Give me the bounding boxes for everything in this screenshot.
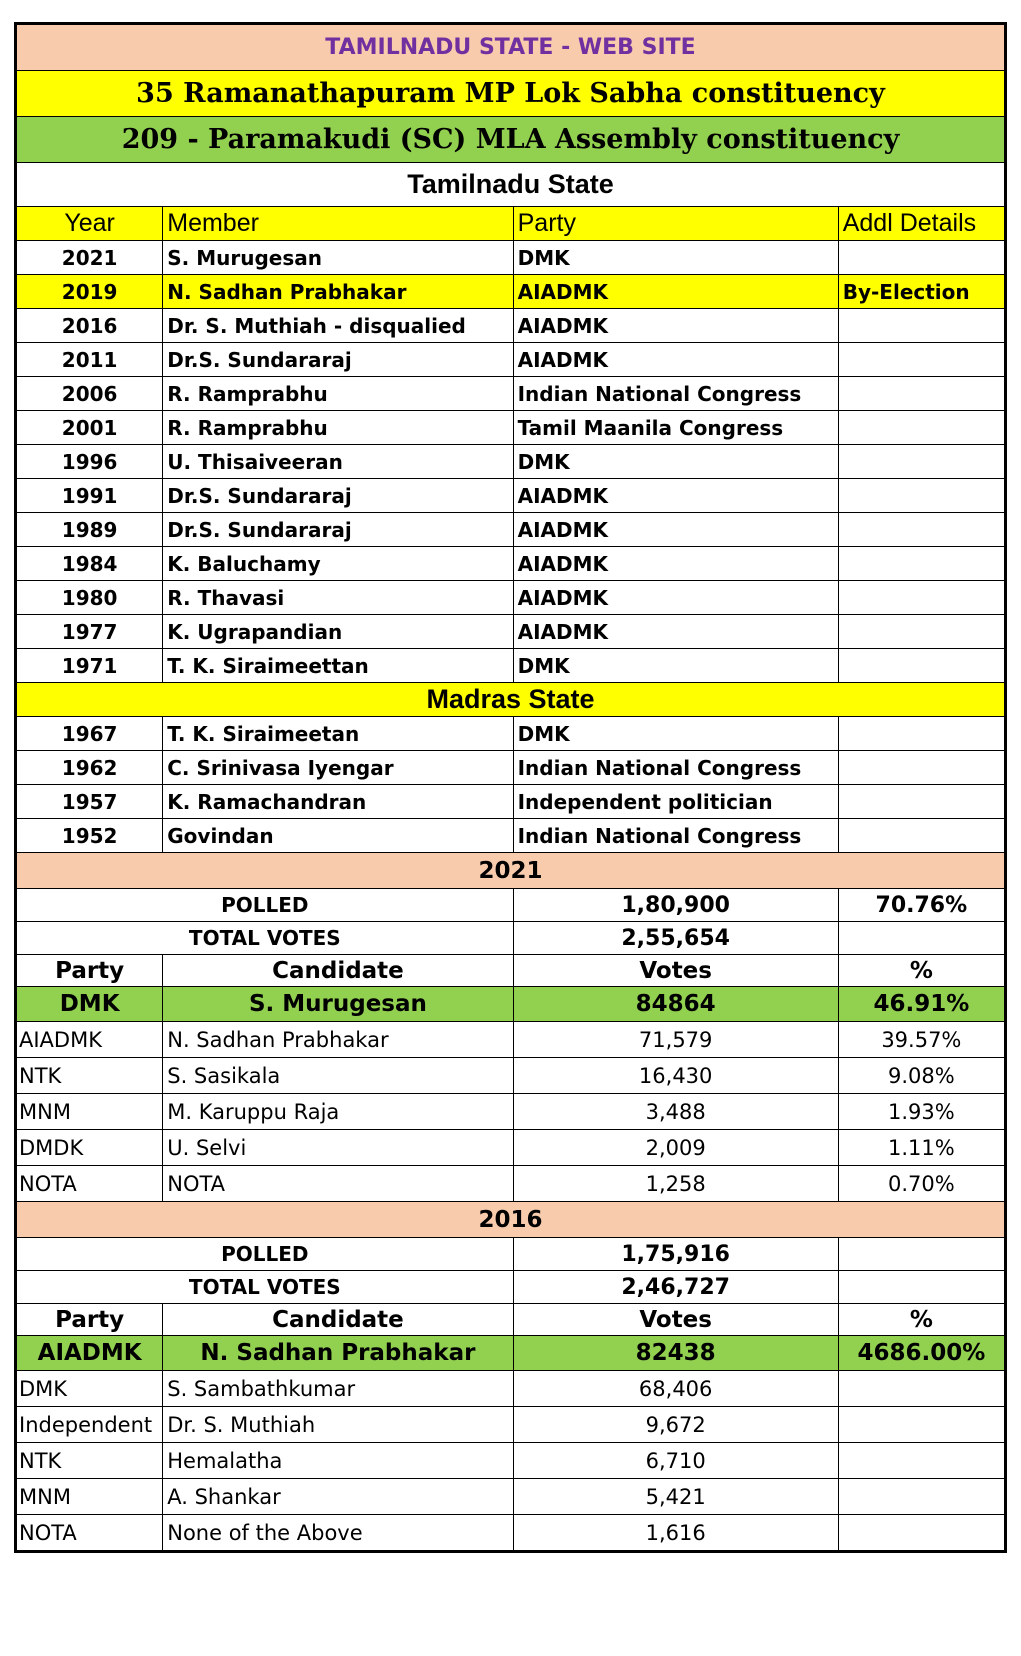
member-party: AIADMK [513,343,838,377]
result-votes: 71,579 [513,1022,838,1058]
member-party: Indian National Congress [513,377,838,411]
election-year-row [17,1202,1005,1238]
member-year: 2021 [17,241,163,275]
member-addl-details [838,241,1004,275]
member-name: R. Ramprabhu [163,411,513,445]
winner-votes: 84864 [513,987,838,1022]
member-addl-details [838,649,1004,683]
result-row [17,1443,1005,1479]
result-candidate: S. Sambathkumar [163,1371,513,1407]
result-candidate: Hemalatha [163,1443,513,1479]
member-year: 1980 [17,581,163,615]
result-votes: 6,710 [513,1443,838,1479]
result-percent [838,1515,1004,1551]
member-addl-details [838,751,1004,785]
member-addl-details [838,411,1004,445]
result-candidate: M. Karuppu Raja [163,1094,513,1130]
member-year: 2006 [17,377,163,411]
empty-cell [838,922,1004,955]
total-votes-value: 2,55,654 [513,922,838,955]
member-year: 2019 [17,275,163,309]
site-title: TAMILNADU STATE - WEB SITE [17,25,1005,71]
madras-state-heading: Madras State [17,683,1005,717]
constituency-table [16,24,1005,1551]
member-year: 1977 [17,615,163,649]
polled-label: POLLED [17,889,514,922]
result-votes: 9,672 [513,1407,838,1443]
result-candidate: N. Sadhan Prabhakar [163,1022,513,1058]
member-party: DMK [513,241,838,275]
result-votes: 1,258 [513,1166,838,1202]
member-party: DMK [513,445,838,479]
result-party: Independent [17,1407,163,1443]
total-votes-label: TOTAL VOTES [17,1271,514,1304]
result-votes: 16,430 [513,1058,838,1094]
member-name: C. Srinivasa Iyengar [163,751,513,785]
result-votes: 5,421 [513,1479,838,1515]
result-party: NTK [17,1058,163,1094]
year-header: Year [17,207,163,241]
result-candidate: U. Selvi [163,1130,513,1166]
result-header-row [17,955,1005,987]
member-year: 1962 [17,751,163,785]
result-party: NOTA [17,1515,163,1551]
winner-percent: 4686.00% [838,1336,1004,1371]
member-row [17,411,1005,445]
member-year: 2011 [17,343,163,377]
result-percent: 1.93% [838,1094,1004,1130]
member-year: 2016 [17,309,163,343]
member-row [17,751,1005,785]
result-header-row [17,1304,1005,1336]
member-name: Govindan [163,819,513,853]
winner-candidate: S. Murugesan [163,987,513,1022]
party-header: Party [513,207,838,241]
member-party: AIADMK [513,309,838,343]
election-year-heading: 2016 [17,1202,1005,1238]
winner-percent: 46.91% [838,987,1004,1022]
total-votes-value: 2,46,727 [513,1271,838,1304]
member-addl-details [838,513,1004,547]
constituency-sheet [14,22,1007,1553]
member-row [17,785,1005,819]
member-name: Dr.S. Sundararaj [163,479,513,513]
result-row [17,1022,1005,1058]
party-column-header: Party [17,1304,163,1336]
member-name: N. Sadhan Prabhakar [163,275,513,309]
member-year: 1967 [17,717,163,751]
madras-state-row [17,683,1005,717]
addl-details-header: Addl Details [838,207,1004,241]
member-year: 1989 [17,513,163,547]
polled-row [17,889,1005,922]
result-row [17,1479,1005,1515]
result-votes: 68,406 [513,1371,838,1407]
total-votes-row [17,922,1005,955]
member-header: Member [163,207,513,241]
member-row [17,445,1005,479]
member-name: U. Thisaiveeran [163,445,513,479]
member-row [17,717,1005,751]
member-name: S. Murugesan [163,241,513,275]
member-party: DMK [513,717,838,751]
member-row [17,309,1005,343]
polled-row [17,1238,1005,1271]
winner-row [17,987,1005,1022]
result-percent: 9.08% [838,1058,1004,1094]
member-year: 2001 [17,411,163,445]
member-name: Dr. S. Muthiah - disqualied [163,309,513,343]
result-percent [838,1407,1004,1443]
percent-column-header: % [838,1304,1004,1336]
mp-constituency-title: 35 Ramanathapuram MP Lok Sabha constituency [17,71,1005,117]
election-year-row [17,853,1005,889]
member-row [17,343,1005,377]
result-votes: 1,616 [513,1515,838,1551]
result-row [17,1515,1005,1551]
empty-cell [838,1271,1004,1304]
member-addl-details [838,309,1004,343]
member-row [17,241,1005,275]
result-candidate: None of the Above [163,1515,513,1551]
member-row [17,547,1005,581]
result-row [17,1094,1005,1130]
result-percent: 0.70% [838,1166,1004,1202]
polled-value: 1,80,900 [513,889,838,922]
member-name: Dr.S. Sundararaj [163,513,513,547]
member-row [17,275,1005,309]
winner-party: DMK [17,987,163,1022]
member-party: DMK [513,649,838,683]
member-addl-details [838,479,1004,513]
member-row [17,513,1005,547]
votes-column-header: Votes [513,1304,838,1336]
member-addl-details [838,717,1004,751]
member-party: AIADMK [513,275,838,309]
result-party: NTK [17,1443,163,1479]
party-column-header: Party [17,955,163,987]
member-row [17,377,1005,411]
member-year: 1984 [17,547,163,581]
member-row [17,615,1005,649]
result-party: AIADMK [17,1022,163,1058]
result-row [17,1166,1005,1202]
members-header-row [17,207,1005,241]
result-percent [838,1443,1004,1479]
result-party: MNM [17,1094,163,1130]
member-year: 1971 [17,649,163,683]
result-party: DMK [17,1371,163,1407]
result-votes: 2,009 [513,1130,838,1166]
result-party: NOTA [17,1166,163,1202]
winner-votes: 82438 [513,1336,838,1371]
mla-constituency-title: 209 - Paramakudi (SC) MLA Assembly constituency [17,117,1005,163]
member-addl-details [838,445,1004,479]
member-party: AIADMK [513,479,838,513]
member-addl-details [838,581,1004,615]
votes-column-header: Votes [513,955,838,987]
tamilnadu-state-heading: Tamilnadu State [17,163,1005,207]
result-party: MNM [17,1479,163,1515]
member-name: R. Thavasi [163,581,513,615]
member-party: Indian National Congress [513,751,838,785]
member-addl-details [838,615,1004,649]
candidate-column-header: Candidate [163,955,513,987]
polled-percent: 70.76% [838,889,1004,922]
result-candidate: S. Sasikala [163,1058,513,1094]
result-party: DMDK [17,1130,163,1166]
member-party: AIADMK [513,513,838,547]
candidate-column-header: Candidate [163,1304,513,1336]
result-votes: 3,488 [513,1094,838,1130]
result-percent [838,1479,1004,1515]
member-year: 1952 [17,819,163,853]
member-party: Indian National Congress [513,819,838,853]
winner-candidate: N. Sadhan Prabhakar [163,1336,513,1371]
winner-row [17,1336,1005,1371]
polled-percent [838,1238,1004,1271]
result-percent: 1.11% [838,1130,1004,1166]
member-party: Independent politician [513,785,838,819]
total-votes-label: TOTAL VOTES [17,922,514,955]
member-row [17,581,1005,615]
member-party: AIADMK [513,581,838,615]
member-row [17,819,1005,853]
result-row [17,1407,1005,1443]
member-name: K. Ramachandran [163,785,513,819]
member-year: 1991 [17,479,163,513]
member-row [17,649,1005,683]
percent-column-header: % [838,955,1004,987]
member-name: T. K. Siraimeetan [163,717,513,751]
total-votes-row [17,1271,1005,1304]
member-year: 1957 [17,785,163,819]
member-addl-details: By-Election [838,275,1004,309]
winner-party: AIADMK [17,1336,163,1371]
member-addl-details [838,343,1004,377]
polled-value: 1,75,916 [513,1238,838,1271]
result-percent: 39.57% [838,1022,1004,1058]
result-row [17,1058,1005,1094]
election-year-heading: 2021 [17,853,1005,889]
result-row [17,1130,1005,1166]
result-candidate: NOTA [163,1166,513,1202]
member-party: AIADMK [513,615,838,649]
member-name: K. Ugrapandian [163,615,513,649]
polled-label: POLLED [17,1238,514,1271]
member-name: R. Ramprabhu [163,377,513,411]
result-percent [838,1371,1004,1407]
member-addl-details [838,377,1004,411]
member-row [17,479,1005,513]
member-year: 1996 [17,445,163,479]
member-addl-details [838,547,1004,581]
result-candidate: A. Shankar [163,1479,513,1515]
member-name: K. Baluchamy [163,547,513,581]
member-party: AIADMK [513,547,838,581]
member-party: Tamil Maanila Congress [513,411,838,445]
result-row [17,1371,1005,1407]
member-name: T. K. Siraimeettan [163,649,513,683]
result-candidate: Dr. S. Muthiah [163,1407,513,1443]
member-addl-details [838,819,1004,853]
member-addl-details [838,785,1004,819]
member-name: Dr.S. Sundararaj [163,343,513,377]
